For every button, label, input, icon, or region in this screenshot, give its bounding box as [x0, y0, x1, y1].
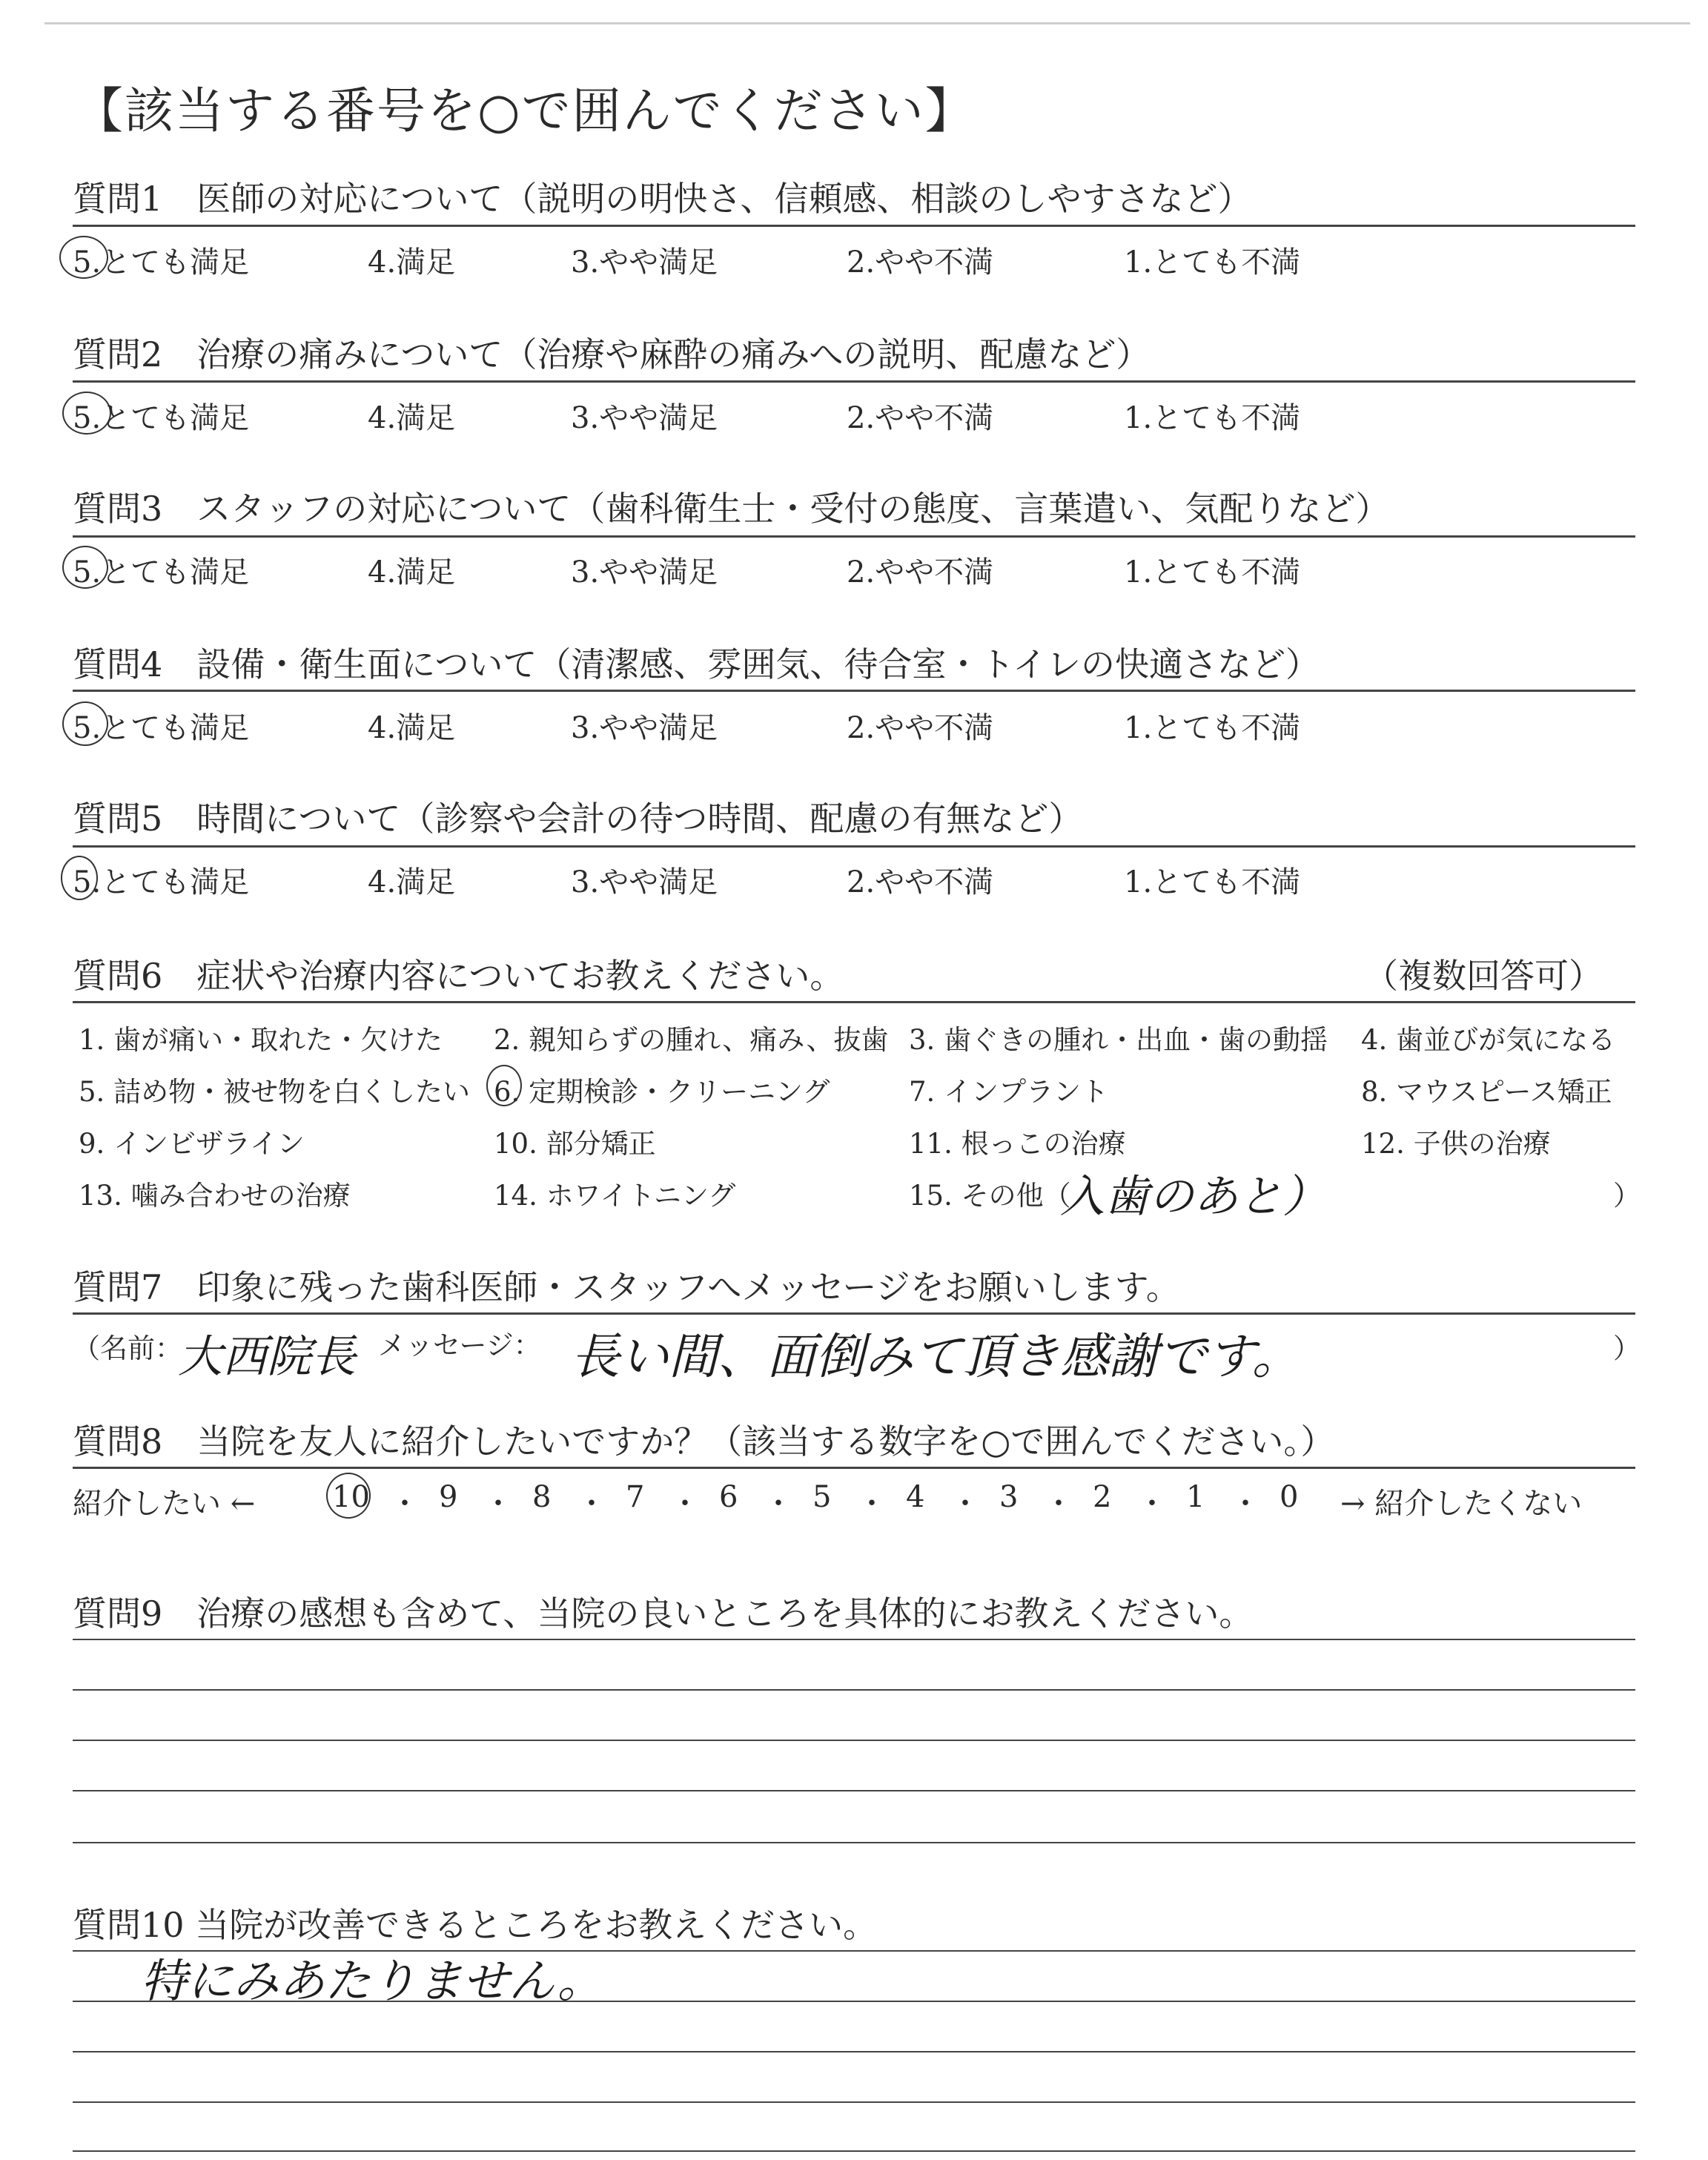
question-6-rule	[73, 1001, 1635, 1003]
q8-dot: ・	[857, 1487, 887, 1521]
q10-answer-handwriting: 特にみあたりません。	[141, 1954, 603, 2008]
question-4-option-4[interactable]: 4.満足	[368, 711, 456, 745]
q6-option-15[interactable]: 15. その他（	[909, 1180, 1071, 1212]
q6-option-14[interactable]: 14. ホワイトニング	[494, 1180, 736, 1212]
q8-score-8[interactable]: 8	[532, 1480, 552, 1514]
question-5-title: 質問5 時間について（診察や会計の待つ時間、配慮の有無など）	[73, 799, 1083, 839]
q8-score-9[interactable]: 9	[439, 1480, 458, 1514]
question-5-option-5[interactable]: 5.とても満足	[73, 865, 250, 899]
question-4-option-5[interactable]: 5.とても満足	[73, 711, 250, 745]
question-3-option-4[interactable]: 4.満足	[368, 555, 456, 589]
q6-option-13[interactable]: 13. 噛み合わせの治療	[79, 1180, 351, 1212]
survey-heading: 【該当する番号を○で囲んでください】	[74, 82, 976, 139]
q8-right-label: → 紹介したくない	[1340, 1487, 1583, 1521]
q8-dot: ・	[1137, 1487, 1167, 1521]
question-2-title: 質問2 治療の痛みについて（治療や麻酔の痛みへの説明、配慮など）	[73, 334, 1151, 374]
q6-option-10[interactable]: 10. 部分矯正	[494, 1128, 656, 1160]
q8-score-3[interactable]: 3	[999, 1480, 1019, 1514]
question-4-option-3[interactable]: 3.やや満足	[571, 711, 718, 745]
question-1-option-4[interactable]: 4.満足	[368, 245, 456, 280]
q9-answer-line	[73, 1639, 1635, 1640]
q8-dot: ・	[1044, 1487, 1073, 1521]
question-1-title: 質問1 医師の対応について（説明の明快さ、信頼感、相談のしやすさなど）	[73, 179, 1252, 219]
question-3-rule	[73, 535, 1635, 538]
q8-score-0[interactable]: 0	[1280, 1480, 1299, 1514]
question-2-option-5[interactable]: 5.とても満足	[73, 401, 250, 435]
question-3-title: 質問3 スタッフの対応について（歯科衛生士・受付の態度、言葉遣い、気配りなど）	[73, 489, 1390, 529]
q6-option-2[interactable]: 2. 親知らずの腫れ、痛み、抜歯	[494, 1024, 889, 1056]
q8-score-6[interactable]: 6	[719, 1480, 738, 1514]
q8-dot: ・	[390, 1487, 420, 1521]
q8-dot: ・	[950, 1487, 980, 1521]
q6-other-close-paren: ）	[1613, 1180, 1641, 1212]
q8-score-4[interactable]: 4	[906, 1480, 925, 1514]
q7-message-handwriting: 長い間、面倒みて頂き感謝です。	[571, 1328, 1301, 1385]
question-1-option-2[interactable]: 2.やや不満	[847, 245, 994, 280]
q7-name-handwriting: 大西院長	[178, 1331, 356, 1383]
q8-score-2[interactable]: 2	[1093, 1480, 1112, 1514]
q8-score-7[interactable]: 7	[626, 1480, 645, 1514]
question-7-title: 質問7 印象に残った歯科医師・スタッフへメッセージをお願いします。	[73, 1267, 1180, 1307]
question-1-rule	[73, 225, 1635, 227]
question-10-title: 質問10 当院が改善できるところをお教えください。	[73, 1905, 878, 1945]
question-1-option-3[interactable]: 3.やや満足	[571, 245, 718, 280]
question-6-title: 質問6 症状や治療内容についてお教えください。	[73, 956, 844, 996]
q8-left-label: 紹介したい ←	[73, 1487, 256, 1521]
question-2-option-1[interactable]: 1.とても不満	[1124, 401, 1301, 435]
q10-answer-line	[73, 2001, 1635, 2002]
question-9-title: 質問9 治療の感想も含めて、当院の良いところを具体的にお教えください。	[73, 1593, 1254, 1634]
q8-dot: ・	[1231, 1487, 1260, 1521]
q6-option-11[interactable]: 11. 根っこの治療	[909, 1128, 1126, 1160]
q6-option-5[interactable]: 5. 詰め物・被せ物を白くしたい	[79, 1076, 471, 1108]
q8-score-1[interactable]: 1	[1186, 1480, 1205, 1514]
question-2-option-3[interactable]: 3.やや満足	[571, 401, 718, 435]
q10-answer-line	[73, 2101, 1635, 2103]
q9-answer-line	[73, 1740, 1635, 1741]
question-5-rule	[73, 845, 1635, 848]
question-6-note: （複数回答可）	[1364, 956, 1603, 996]
q8-dot: ・	[483, 1487, 513, 1521]
q10-answer-line	[73, 2150, 1635, 2152]
question-5-option-3[interactable]: 3.やや満足	[571, 865, 718, 899]
q8-score-5[interactable]: 5	[812, 1480, 832, 1514]
q9-answer-line	[73, 1790, 1635, 1791]
q6-option-9[interactable]: 9. インビザライン	[79, 1128, 305, 1160]
q7-message-label: メッセージ：	[378, 1330, 541, 1361]
question-1-option-5[interactable]: 5.とても満足	[73, 245, 250, 280]
q6-option-6[interactable]: 6. 定期検診・クリーニング	[494, 1076, 830, 1108]
q7-name-label: （名前：	[73, 1332, 182, 1364]
q9-answer-line	[73, 1689, 1635, 1691]
question-4-option-2[interactable]: 2.やや不満	[847, 711, 994, 745]
question-3-option-5[interactable]: 5.とても満足	[73, 555, 250, 589]
q6-option-3[interactable]: 3. 歯ぐきの腫れ・出血・歯の動揺	[909, 1024, 1328, 1056]
q6-other-handwriting: 入歯のあと）	[1060, 1171, 1327, 1223]
q6-option-8[interactable]: 8. マウスピース矯正	[1361, 1076, 1612, 1108]
question-4-option-1[interactable]: 1.とても不満	[1124, 711, 1301, 745]
q6-option-1[interactable]: 1. 歯が痛い・取れた・欠けた	[79, 1024, 443, 1056]
q10-answer-line	[73, 2051, 1635, 2052]
question-5-option-1[interactable]: 1.とても不満	[1124, 865, 1301, 899]
q8-dot: ・	[577, 1487, 606, 1521]
q8-dot: ・	[764, 1487, 793, 1521]
question-5-option-4[interactable]: 4.満足	[368, 865, 456, 899]
question-1-option-1[interactable]: 1.とても不満	[1124, 245, 1301, 280]
question-3-option-3[interactable]: 3.やや満足	[571, 555, 718, 589]
q6-option-4[interactable]: 4. 歯並びが気になる	[1361, 1024, 1616, 1056]
question-8-rule	[73, 1467, 1635, 1469]
top-border	[44, 22, 1690, 24]
q9-answer-line	[73, 1842, 1635, 1843]
q6-option-12[interactable]: 12. 子供の治療	[1361, 1128, 1551, 1160]
question-4-title: 質問4 設備・衛生面について（清潔感、雰囲気、待合室・トイレの快適さなど）	[73, 644, 1320, 684]
question-2-option-4[interactable]: 4.満足	[368, 401, 456, 435]
question-7-rule	[73, 1312, 1635, 1315]
q6-option-7[interactable]: 7. インプラント	[909, 1076, 1109, 1108]
question-8-title: 質問8 当院を友人に紹介したいですか？（該当する数字を○で囲んでください。）	[73, 1421, 1335, 1462]
q8-score-10[interactable]: 10	[332, 1480, 370, 1514]
question-2-option-2[interactable]: 2.やや不満	[847, 401, 994, 435]
question-4-rule	[73, 690, 1635, 692]
q8-dot: ・	[670, 1487, 700, 1521]
q7-close-paren: ）	[1613, 1332, 1641, 1364]
question-3-option-2[interactable]: 2.やや不満	[847, 555, 994, 589]
question-5-option-2[interactable]: 2.やや不満	[847, 865, 994, 899]
question-2-rule	[73, 380, 1635, 383]
question-3-option-1[interactable]: 1.とても不満	[1124, 555, 1301, 589]
